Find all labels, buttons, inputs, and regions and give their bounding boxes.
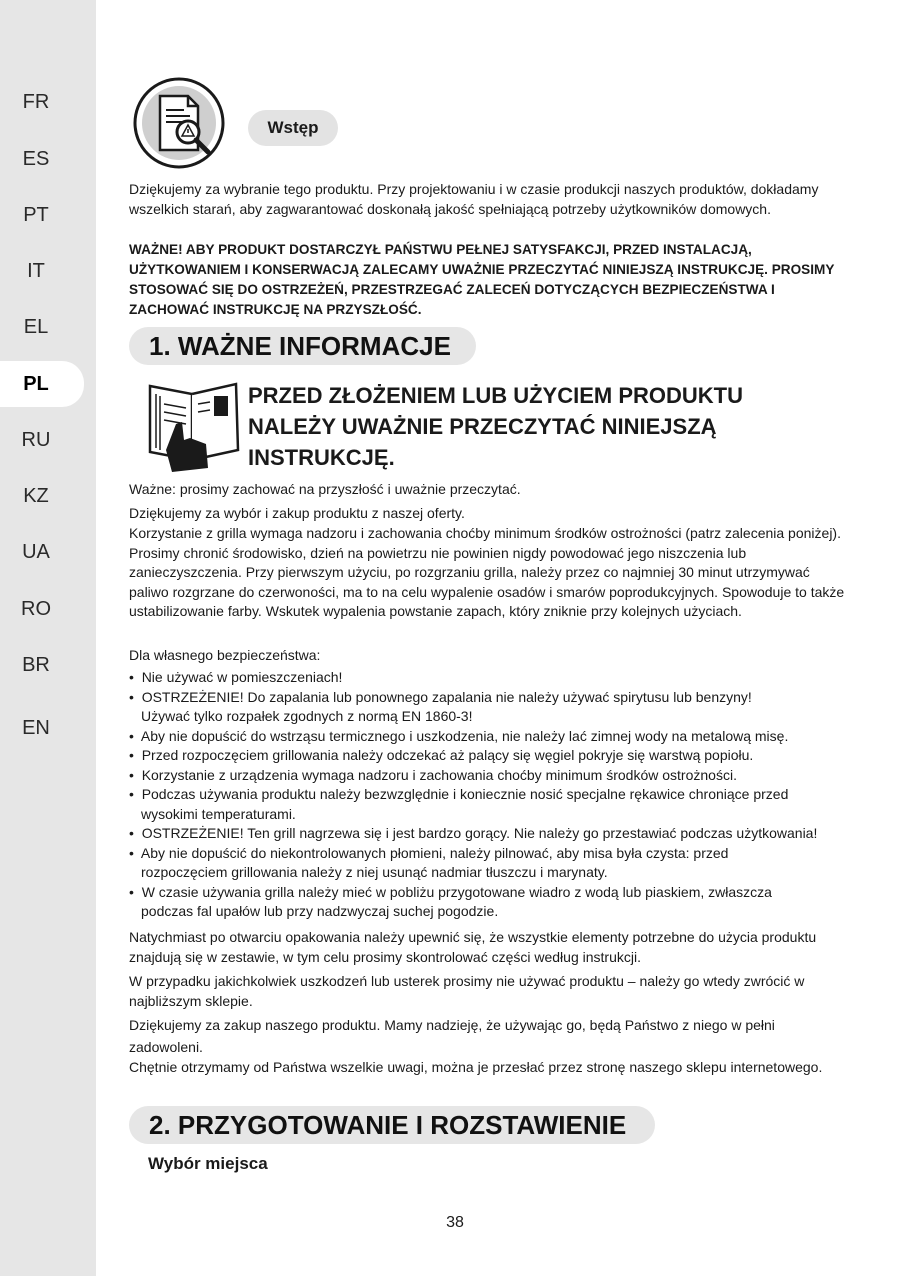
list-item: • Przed rozpoczęciem grillowania należy odczekać aż palący się węgiel pokryje się warstwą popiołu. — [129, 747, 754, 763]
list-item: rozpoczęciem grillowania należy z niej usunąć nadmiar tłuszczu i marynaty. — [141, 864, 608, 880]
lang-tab-ua[interactable]: UA — [22, 540, 50, 563]
lang-tab-ru[interactable]: RU — [21, 428, 51, 451]
lang-tab-pl[interactable]: PL — [0, 361, 84, 407]
list-item: • Nie używać w pomieszczeniach! — [129, 669, 343, 685]
lang-tab-ro[interactable]: RO — [21, 597, 51, 620]
list-item: • Korzystanie z urządzenia wymaga nadzoru i zachowania choćby minimum środków ostrożności. — [129, 766, 737, 783]
language-sidebar — [0, 0, 96, 1276]
section-1-title: 1. WAŻNE INFORMACJE — [129, 327, 476, 365]
lang-tab-es[interactable]: ES — [22, 147, 50, 170]
damage-paragraph: W przypadku jakichkolwiek uszkodzeń lub usterek prosimy nie używać produktu – należy go wtedy zwrócić w najbliższym sklepie. — [129, 973, 805, 1009]
list-item: • OSTRZEŻENIE! Ten grill nagrzewa się i jest bardzo gorący. Nie należy go przestawiać podczas użytkowania! — [129, 825, 818, 841]
thanks2-line1: Dziękujemy za zakup naszego produktu. Mamy nadzieję, że używając go, będą Państwo z niego w pełni — [129, 1017, 775, 1033]
lang-tab-pt[interactable]: PT — [23, 203, 49, 226]
list-item: • OSTRZEŻENIE! Do zapalania lub ponownego zapalania nie należy używać spirytusu lub benzyny! — [129, 688, 752, 705]
lang-tab-en[interactable]: EN — [22, 716, 50, 739]
thanks-paragraph: Dziękujemy za wybór i zakup produktu z naszej oferty. — [129, 505, 465, 521]
intro-label: Wstęp — [248, 110, 338, 146]
thanks2-line2: zadowoleni. — [129, 1039, 203, 1055]
list-item: • W czasie używania grilla należy mieć w pobliżu przygotowane wiadro z wodą lub piaskiem, zwłaszcza — [129, 883, 772, 900]
lang-tab-el[interactable]: EL — [23, 315, 49, 338]
document-search-icon — [132, 76, 226, 170]
intro-paragraph: Dziękujemy za wybranie tego produktu. Przy projektowaniu i w czasie produkcji naszych produktów, dokładamy wszelkich starań, aby zagwarantować doskonałą jakość spełniającą potrzeby użytkowników domowych. — [129, 181, 819, 217]
check-paragraph: Natychmiast po otwarciu opakowania należy upewnić się, że wszystkie elementy potrzebne do użycia produktu znajdują się w zestawie, w tym celu prosimy skontrolować części według instrukcji. — [129, 929, 817, 965]
list-item: • Podczas używania produktu należy bezwzględnie i koniecznie nosić specjalne rękawice chroniące przed — [129, 786, 789, 802]
list-item: wysokimi temperaturami. — [141, 805, 296, 822]
list-item: podczas fal upałów lub przy nadzwyczaj suchej pogodzie. — [141, 903, 499, 919]
warning-title: PRZED ZŁOŻENIEM LUB UŻYCIEM PRODUKTU NALEŻY UWAŻNIE PRZECZYTAĆ NINIEJSZĄ INSTRUKCJĘ. — [248, 383, 743, 470]
intro-warning: WAŻNE! ABY PRODUKT DOSTARCZYŁ PAŃSTWU PEŁNEJ SATYSFAKCJI, PRZED INSTALACJĄ, UŻYTKOWANIEM I KONSERWACJĄ ZALECAMY UWAŻNIE PRZECZYTAĆ NINIEJSZĄ INSTRUKCJĘ. PROSIMY STOSOWAĆ SIĘ DO OSTRZEŻEŃ, PRZESTRZEGAĆ ZALECEŃ DOTYCZĄCYCH BEZPIECZEŃSTWA I ZACHOWAĆ INSTRUKCJĘ NA PRZYSZŁOŚĆ. — [129, 242, 835, 317]
section-2-title: 2. PRZYGOTOWANIE I ROZSTAWIENIE — [129, 1106, 655, 1144]
list-item: Używać tylko rozpałek zgodnych z normą EN 1860-3! — [141, 708, 473, 724]
list-item: • Aby nie dopuścić do niekontrolowanych płomieni, należy pilnować, aby misa była czysta: przed — [129, 844, 729, 861]
lang-tab-fr[interactable]: FR — [22, 90, 50, 113]
read-manual-icon — [146, 374, 242, 474]
page-number: 38 — [446, 1214, 464, 1231]
list-item: • Aby nie dopuścić do wstrząsu termicznego i uszkodzenia, nie należy lać zimnej wody na metalową misę. — [129, 727, 789, 744]
usage-paragraph: Korzystanie z grilla wymaga nadzoru i zachowania choćby minimum środków ostrożności (patrz zalecenia poniżej). Prosimy chronić środowisko, dzień na powietrzu nie powinien nigdy powodować jego niszczenia lub zanieczyszczenia. Przy pierwszym użyciu, po rozgrzaniu grilla, należy przez co najmniej 30 minut utrzymywać paliwo rozgrzane do czerwoności, ma to na celu wypalenie osadów i smarów poprodukcyjnych. Spowoduje to także ustabilizowanie farby. Wskutek wypalenia powstanie zapach, który zniknie przy kolejnych użyciach. — [129, 525, 845, 619]
location-subheading: Wybór miejsca — [148, 1154, 268, 1173]
safety-list — [129, 668, 859, 922]
keep-notice: Ważne: prosimy zachować na przyszłość i uważnie przeczytać. — [129, 481, 521, 497]
safety-heading: Dla własnego bezpieczeństwa: — [129, 647, 321, 663]
feedback-paragraph: Chętnie otrzymamy od Państwa wszelkie uwagi, można je przesłać przez stronę naszego sklepu internetowego. — [129, 1059, 823, 1075]
lang-tab-kz[interactable]: KZ — [23, 484, 49, 507]
lang-tab-it[interactable]: IT — [27, 259, 45, 282]
lang-tab-br[interactable]: BR — [22, 653, 50, 676]
